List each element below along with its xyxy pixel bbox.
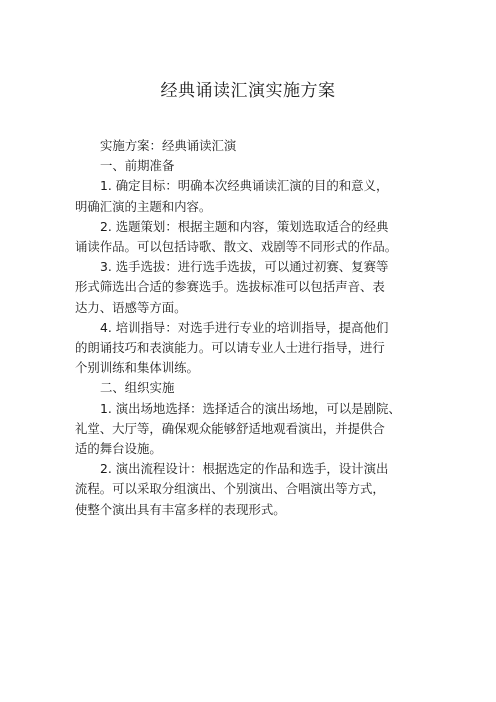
body-line: 二、组织实施	[100, 380, 175, 396]
body-line: 一、前期准备	[100, 158, 175, 174]
body-line: 的朗诵技巧和表演能力。可以请专业人士进行指导，进行	[75, 340, 385, 356]
body-line: 实施方案：经典诵读汇演	[100, 138, 237, 153]
body-line: 2. 选题策划：根据主题和内容，策划选取适合的经典	[100, 218, 389, 234]
body-line: 明确汇演的主题和内容。	[75, 198, 212, 214]
body-line: 流程。可以采取分组演出、个别演出、合唱演出等方式，	[75, 481, 385, 497]
body-line: 礼堂、大厅等，确保观众能够舒适地观看演出，并提供合	[75, 420, 385, 436]
body-line: 3. 选手选拔：进行选手选拔，可以通过初赛、复赛等	[100, 259, 389, 275]
body-line: 达力、语感等方面。	[75, 299, 187, 315]
body-line: 1. 演出场地选择：选择适合的演出场地，可以是剧院、	[100, 400, 401, 416]
document-title: 经典诵读汇演实施方案	[160, 81, 336, 101]
body-line: 2. 演出流程设计：根据选定的作品和选手，设计演出	[100, 461, 389, 477]
document-body	[75, 136, 429, 520]
body-line: 个别训练和集体训练。	[75, 360, 199, 376]
body-line: 4. 培训指导：对选手进行专业的培训指导，提高他们	[100, 319, 389, 335]
body-line: 适的舞台设施。	[75, 441, 162, 457]
body-line: 诵读作品。可以包括诗歌、散文、戏剧等不同形式的作品。	[75, 239, 398, 255]
body-line: 1. 确定目标：明确本次经典诵读汇演的目的和意义，	[100, 178, 389, 194]
body-line: 使整个演出具有丰富多样的表现形式。	[75, 501, 286, 517]
body-line: 形式筛选出合适的参赛选手。选拔标准可以包括声音、表	[75, 279, 385, 295]
